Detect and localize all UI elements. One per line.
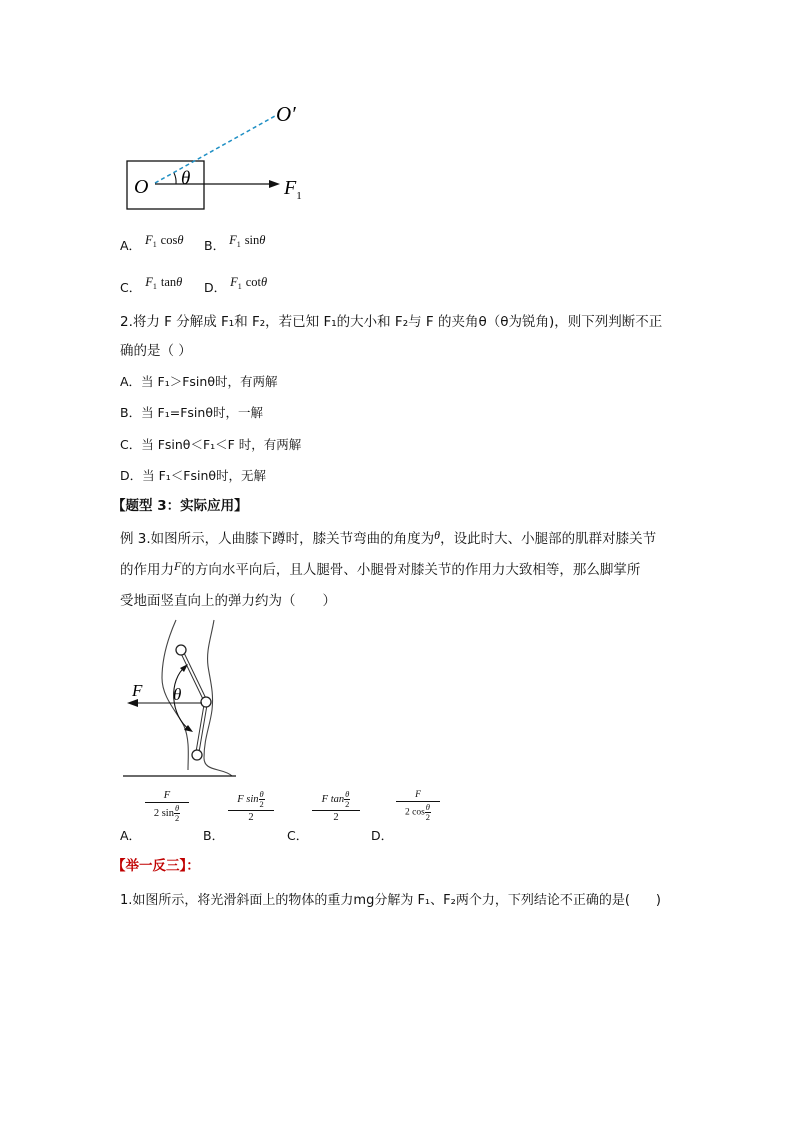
ex3-option-a-fraction: F 2 sin $\frac{\theta}{2}$ — [142, 790, 192, 823]
force-arrow-head — [269, 180, 280, 188]
example3-line1: 例 3.如图所示，人曲膝下蹲时，膝关节弯曲的角度为θ，设此时大、小腿部的肌群对膝关节 — [120, 528, 657, 547]
q2-option-b[interactable]: B．当 F₁=Fsinθ时，一解 — [120, 405, 263, 420]
q2-option-d[interactable]: D．当 F₁＜Fsinθ时，无解 — [120, 468, 267, 483]
theta-label: θ — [173, 685, 182, 704]
ex3-option-b[interactable]: B． F sin $\frac{\theta}{2}$ 2 — [203, 790, 283, 840]
ex3-option-c-fraction: F tan $\frac{\theta}{2}$ 2 — [309, 790, 363, 823]
thigh-bone-inner — [181, 650, 206, 702]
example3-line3: 受地面竖直向上的弹力约为（ ） — [120, 593, 336, 609]
ex3-option-a[interactable]: A． F 2 sin $\frac{\theta}{2}$ — [120, 790, 200, 840]
q1-option-a[interactable]: A． $F^1$ cosθ — [120, 233, 184, 253]
q2-option-c[interactable]: C．当 Fsinθ＜F₁＜F 时，有两解 — [120, 437, 302, 452]
hip-joint — [176, 645, 186, 655]
q2-stem-line1: 2.将力 F 分解成 F₁和 F₂，若已知 F₁的大小和 F₂与 F 的夹角θ（θ为锐角)，则下列判断不正 — [120, 314, 663, 330]
theta-label: θ — [181, 168, 191, 189]
practice-heading: 【举一反三】： — [112, 858, 200, 874]
leg-squat-diagram — [118, 618, 248, 780]
q1-option-b[interactable]: B． $F^1$ sinθ — [204, 233, 266, 253]
point-o-label: O — [134, 176, 149, 198]
force-f-arrow-head — [127, 699, 138, 707]
example3-line2: 的作用力F的方向水平向后，且人腿骨、小腿骨对膝关节的作用力大致相等，那么脚掌所 — [120, 559, 641, 578]
practice-q1: 1.如图所示，将光滑斜面上的物体的重力mg分解为 F₁、F₂两个力，下列结论不正确的是( ) — [120, 893, 661, 908]
ex3-option-d-fraction: F 2 cos $\frac{\theta}{2}$ — [393, 790, 443, 822]
point-o-prime-label: O′ — [276, 102, 296, 126]
q1-option-c[interactable]: C． $F^1$ tanθ — [120, 275, 183, 295]
ex3-option-d[interactable]: D． F 2 cos $\frac{\theta}{2}$ — [371, 790, 451, 840]
knee-joint — [201, 697, 211, 707]
force-f1-label: $F_1$ — [284, 177, 302, 202]
section-heading-type3: 【题型 3：实际应用】 — [112, 498, 248, 514]
ex3-option-b-fraction: F sin $\frac{\theta}{2}$ 2 — [225, 790, 277, 823]
q1-option-d[interactable]: D． $F^1$ cotθ — [204, 275, 268, 295]
force-diagram-1 — [110, 95, 330, 220]
q2-option-a[interactable]: A．当 F₁＞Fsinθ时，有两解 — [120, 374, 278, 389]
force-f-label: F — [132, 681, 143, 700]
q2-stem-line2: 确的是（ ） — [120, 343, 192, 359]
ex3-option-c[interactable]: C． F tan $\frac{\theta}{2}$ 2 — [287, 790, 367, 840]
ankle-joint — [192, 750, 202, 760]
angle-arc — [174, 173, 176, 184]
dashed-direction-line — [155, 116, 275, 183]
